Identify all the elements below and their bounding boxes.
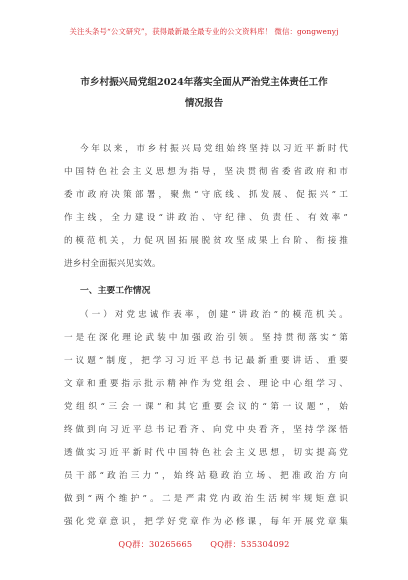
footer-qq-group-2: QQ群：535304092 — [210, 539, 290, 549]
paragraph-line: 做到“两个维护”。二是严肃党内政治生活树牢规矩意识 — [64, 494, 348, 504]
paragraph-line: 透做实习近平新时代中国特色社会主义思想，切实提高党 — [64, 448, 348, 458]
paragraph-line: 文章和重要指示批示精神作为党组会、理论中心组学习、 — [64, 379, 348, 389]
paragraph-line: 作主线，全力建设“讲政治、守纪律、负责任、有效率” — [64, 213, 348, 223]
paragraph-line: 强化党章意识，把学好党章作为必修课，每年开展党章集 — [64, 517, 348, 527]
document-title-line-2: 情况报告 — [184, 98, 224, 109]
paragraph-line: 的模范机关，力促巩固拓展脱贫攻坚成果上台阶、衔接推 — [64, 236, 348, 246]
paragraph-line: 进乡村全面振兴见实效。 — [64, 259, 161, 269]
section-heading: 一、主要工作情况 — [80, 286, 151, 296]
paragraph-line: 一是在深化理论武装中加强政治引领。坚持贯彻落实“第 — [64, 333, 348, 343]
paragraph-line: 委市政府决策部署，聚焦“守底线、抓发展、促振兴”工 — [64, 190, 348, 200]
document-title-line-1: 市乡村振兴局党组2024年落实全面从严治党主体责任工作 — [80, 77, 328, 88]
paragraph-line: 终做到向习近平总书记看齐、向党中央看齐，坚持学深悟 — [64, 425, 348, 435]
footer-qq-group-1: QQ群：30265665 — [118, 539, 193, 549]
paragraph-line: 中国特色社会主义思想为指导，坚决贯彻省委省政府和市 — [64, 167, 348, 177]
paragraph-line: 一议题”制度，把学习习近平总书记最新重要讲话、重要 — [64, 356, 348, 366]
paragraph-line: 党组织“三会一课”和其它重要会议的“第一议题”，始 — [64, 402, 348, 412]
footer-contact — [0, 539, 408, 550]
header-notice: 关注头条号“公文研究”，获得最新最全最专业的公文资料库！ 微信：gongwenyj — [69, 27, 339, 36]
paragraph-line: 员干部“政治三力”，始终站稳政治立场、把准政治方向 — [64, 471, 348, 481]
paragraph-line: 今年以来，市乡村振兴局党组始终坚持以习近平新时代 — [80, 144, 348, 154]
paragraph-line: （一）对党忠诚作表率，创建“讲政治”的模范机关。 — [80, 310, 348, 320]
